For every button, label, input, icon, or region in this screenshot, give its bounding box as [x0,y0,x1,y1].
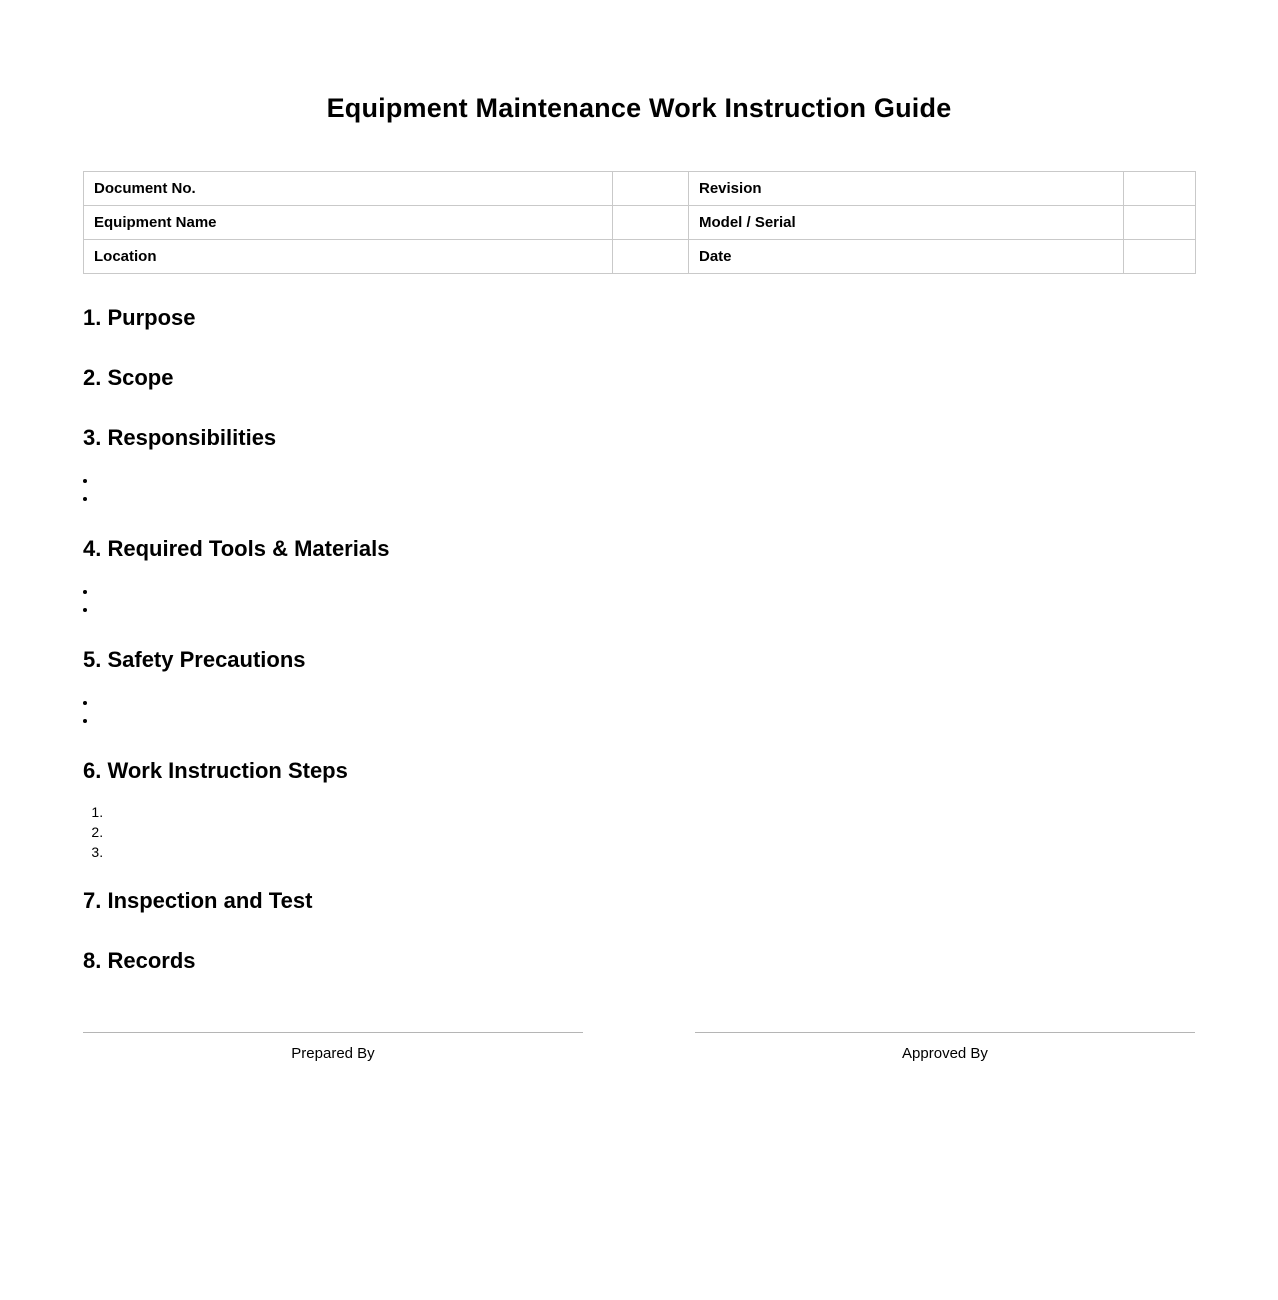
section-heading-inspection-and-test: 7. Inspection and Test [83,888,313,913]
location-value-cell [613,240,689,274]
approved-by-signature-block [695,1032,1195,1063]
equipment-name-label-cell: Equipment Name [84,206,613,240]
list-item [98,472,1195,490]
work-instruction-steps-list [83,802,1195,862]
signature-row [83,1032,1195,1063]
list-item [98,490,1195,508]
list-item [98,601,1195,619]
revision-value-cell [1124,172,1196,206]
date-value-cell [1124,240,1196,274]
table-row [84,206,1196,240]
list-item [98,712,1195,730]
revision-label-cell: Revision [689,172,1124,206]
prepared-by-label: Prepared By [291,1045,375,1062]
document-no-value-cell [613,172,689,206]
table-row [84,240,1196,274]
section-heading-safety-precautions: 5. Safety Precautions [83,647,306,672]
section-heading-required-tools-materials: 4. Required Tools & Materials [83,536,390,561]
required-tools-list [83,583,1195,619]
approved-by-label: Approved By [902,1045,988,1062]
prepared-by-signature-block [83,1032,583,1063]
section-heading-responsibilities: 3. Responsibilities [83,425,277,450]
date-label-cell: Date [689,240,1124,274]
document-info-table [83,171,1196,274]
responsibilities-list [83,472,1195,508]
page-title: Equipment Maintenance Work Instruction Guide [326,93,952,123]
list-item [98,583,1195,601]
section-heading-work-instruction-steps: 6. Work Instruction Steps [83,758,348,783]
document-no-label-cell: Document No. [84,172,613,206]
section-heading-purpose: 1. Purpose [83,305,196,330]
section-heading-records: 8. Records [83,948,196,973]
model-serial-label-cell: Model / Serial [689,206,1124,240]
list-item [98,694,1195,712]
list-item [107,802,1195,822]
model-serial-value-cell [1124,206,1196,240]
section-heading-scope: 2. Scope [83,365,174,390]
location-label-cell: Location [84,240,613,274]
table-row [84,172,1196,206]
list-item [107,822,1195,842]
equipment-name-value-cell [613,206,689,240]
list-item [107,842,1195,862]
safety-precautions-list [83,694,1195,730]
